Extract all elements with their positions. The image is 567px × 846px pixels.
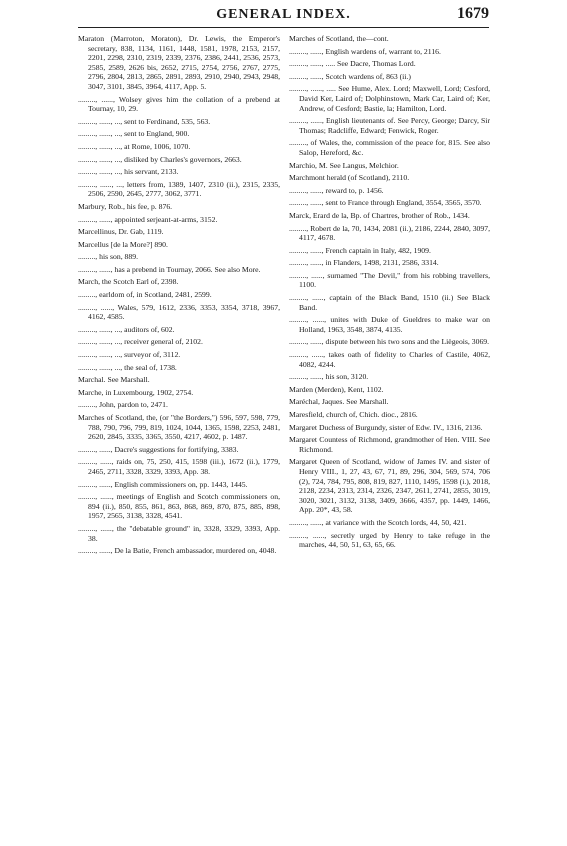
index-entry: ........., earldom of, in Scotland, 2481, 2599.	[78, 290, 212, 300]
index-entry: Margaret Queen of Scotland, widow of James IV. and sister of Henry VIII., 1, 27, 43, 67, 71, 89, 296, 304, 569, 574, 706 (2), 724, 784, 795, 808, 819, 827, 1110, 1495, 1598 (i.), 2018, 2128, 2234, 2313, 2314, 2326, 2347, 2611, 2741, 2855, 3019, 3020, 3021, 3132, 3138, 3409, 3666, 4357, pp. 1449, 1466, App. 20*, 43, 58.	[289, 457, 490, 515]
index-entry: ........., ......, secretly urged by Henry to take refuge in the marches, 44, 50, 51, 63, 65, 66.	[289, 530, 490, 550]
index-entry: ........., ......, Scotch wardens of, 863 (ii.)	[289, 71, 411, 81]
index-entry: March, the Scotch Earl of, 2398.	[78, 277, 179, 287]
index-entry: Marcellinus, Dr. Gab, 1119.	[78, 227, 164, 237]
index-entry: Marbury, Rob., his fee, p. 876.	[78, 201, 173, 211]
index-entry: ........., ......, meetings of English and Scotch commissioners on, 894 (ii.), 850, 855, 861, 863, 868, 869, 870, 875, 885, 898, 1957, 2565, 3138, 3328, 4541.	[78, 492, 280, 521]
index-entry: ........., ......, in Flanders, 1498, 2131, 2586, 3314.	[289, 258, 439, 268]
index-entry: ........., ......, ..., letters from, 1389, 1407, 2310 (ii.), 2315, 2335, 2506, 2590, 2645, 2777, 3062, 3771.	[78, 179, 280, 199]
index-entry: ........., ......, has a prebend in Tournay, 2066. See also More.	[78, 264, 261, 274]
index-entry: ........., ......, at variance with the Scotch lords, 44, 50, 421.	[289, 517, 467, 527]
index-entry: ........., ......, English lieutenants of. See Percy, George; Darcy, Sir Thomas; Radcliffe, Edward; Fenwick, Roger.	[289, 116, 490, 135]
index-entry: Maraton (Marroton, Moraton), Dr. Lewis, the Emperor's secretary, 838, 1134, 1161, 1448, 1581, 1978, 2153, 2157, 2201, 2298, 2310, 2319, 2339, 2376, 2386, 2441, 2536, 2573, 2585, 2589, 2626 bis, 2652, 2715, 2754, 2756, 2767, 2775, 2796, 2804, 2813, 2865, 2891, 2893, 2910, 2940, 2943, 2948, 3047, 3101, 3845, 3964, 4117, App. 5.	[78, 34, 280, 91]
index-entry: ........., ......, ..., auditors of, 602.	[78, 324, 175, 334]
index-entry: ........., ......, his son, 3120.	[289, 372, 369, 382]
index-entry: ........., ......, reward to, p. 1456.	[289, 185, 384, 195]
index-entry: ........., ......, De la Batie, French ambassador, murdered on, 4048.	[78, 546, 277, 556]
index-entry: Margaret Duchess of Burgundy, sister of Edw. IV., 1316, 2136.	[289, 422, 483, 432]
index-entry: ........., ......, appointed serjeant-at-arms, 3152.	[78, 214, 218, 224]
index-entry: ........., ......, captain of the Black Band, 1510 (ii.) See Black Band.	[289, 293, 490, 312]
index-entry: ........., ......, ..., at Rome, 1006, 1070.	[78, 141, 191, 151]
page-header	[78, 7, 489, 28]
index-entry: ........., ......, ..., sent to England, 900.	[78, 129, 190, 139]
index-entry: Marden (Merden), Kent, 1102.	[289, 384, 384, 394]
index-entry: ........., ......, sent to France through England, 3554, 3565, 3570.	[289, 198, 482, 208]
index-entry: Marches of Scotland, the—cont.	[289, 34, 389, 43]
index-entry: Marchio, M. See Langus, Melchior.	[289, 160, 399, 170]
index-entry: ........., ......, Dacre's suggestions for fortifying, 3383.	[78, 444, 239, 454]
index-entry: ........., ......, ..... See Hume, Alex. Lord; Maxwell, Lord; Cesford, David Ker, Laird of; Dolphinstown, Mark Car, Laird of; Ker, Andrew, of Cesford; Bastie, la; Hamilton, Lord.	[289, 84, 490, 113]
index-entry: ........., ......, Wales, 579, 1612, 2336, 3353, 3354, 3718, 3967, 4162, 4585.	[78, 302, 280, 322]
index-entry: ........., Robert de la, 70, 1434, 2081 (ii.), 2186, 2244, 2840, 3097, 4117, 4678.	[289, 223, 490, 243]
index-entry: ........., ......, unites with Duke of Gueldres to make war on Holland, 1963, 3548, 3874, 4135.	[289, 315, 490, 334]
index-entry: Margaret Countess of Richmond, grandmother of Hen. VIII. See Richmond.	[289, 435, 490, 454]
index-entry: ........., ......, takes oath of fidelity to Charles of Castile, 4062, 4082, 4244.	[289, 350, 490, 369]
left-column	[78, 34, 280, 838]
index-entry: ........., ......, French captain in Italy, 482, 1909.	[289, 245, 431, 255]
index-entry: ........., ......, the "debatable ground" in, 3328, 3329, 3393, App. 38.	[78, 523, 280, 543]
index-entry: Marchal. See Marshall.	[78, 375, 150, 385]
index-entry: Marche, in Luxembourg, 1902, 2754.	[78, 387, 194, 397]
index-entry: ........., John, pardon to, 2471.	[78, 400, 168, 410]
index-entry: Marchmont herald (of Scotland), 2110.	[289, 173, 410, 183]
index-entry: ........., ......, ..., receiver general of, 2102.	[78, 337, 203, 347]
index-entry: ........., ......, raids on, 75, 250, 415, 1598 (iii.), 1672 (ii.), 1779, 2465, 2711, 3328, 3329, 3393, App. 38.	[78, 457, 280, 476]
index-entry: ........., ......, ..., his servant, 2133.	[78, 167, 179, 177]
index-entry: Maresfield, church of, Chich. dioc., 2816.	[289, 410, 418, 419]
index-entry: ........., his son, 889.	[78, 252, 139, 262]
index-entry: ........., ......, ..., disliked by Charles's governors, 2663.	[78, 154, 242, 164]
index-entry: ........., ......, ..., sent to Ferdinand, 535, 563.	[78, 116, 211, 126]
index-entry: Maréchal, Jaques. See Marshall.	[289, 397, 389, 407]
page-number: 1679	[457, 5, 489, 22]
index-entry: ........., ......, surnamed "The Devil," from his robbing travellers, 1100.	[289, 270, 490, 290]
index-entry: ........., ......, Wolsey gives him the collation of a prebend at Tournay, 10, 29.	[78, 94, 280, 114]
index-entry: Marck, Erard de la, Bp. of Chartres, brother of Rob., 1434.	[289, 210, 470, 220]
index-entry: ........., ......, ..., the seal of, 1738.	[78, 362, 177, 372]
index-entry: Marches of Scotland, the, (or "the Borders,") 596, 597, 598, 779, 788, 790, 796, 799, 819, 1024, 1044, 1365, 1598, 2253, 2481, 2620, 2845, 3335, 3365, 3550, 4217, 4602, p. 1487.	[78, 413, 280, 442]
index-entry: ........., ......, ..., surveyor of, 3112.	[78, 350, 181, 360]
page-title: GENERAL INDEX.	[216, 7, 351, 22]
right-column	[289, 34, 490, 838]
index-entry: ........., ......, English commissioners on, pp. 1443, 1445.	[78, 479, 248, 489]
index-entry: ........., ......, English wardens of, warrant to, 2116.	[289, 46, 441, 56]
index-entry: ........., ......, ..... See Dacre, Thomas Lord.	[289, 59, 416, 69]
index-entry: ........., ......, dispute between his two sons and the Liègeois, 3069.	[289, 337, 490, 347]
index-entry: Marcellus [de la More?] 890.	[78, 239, 168, 249]
index-entry: ........., of Wales, the, commission of the peace for, 815. See also Salop, Hereford, &c.	[289, 138, 490, 157]
